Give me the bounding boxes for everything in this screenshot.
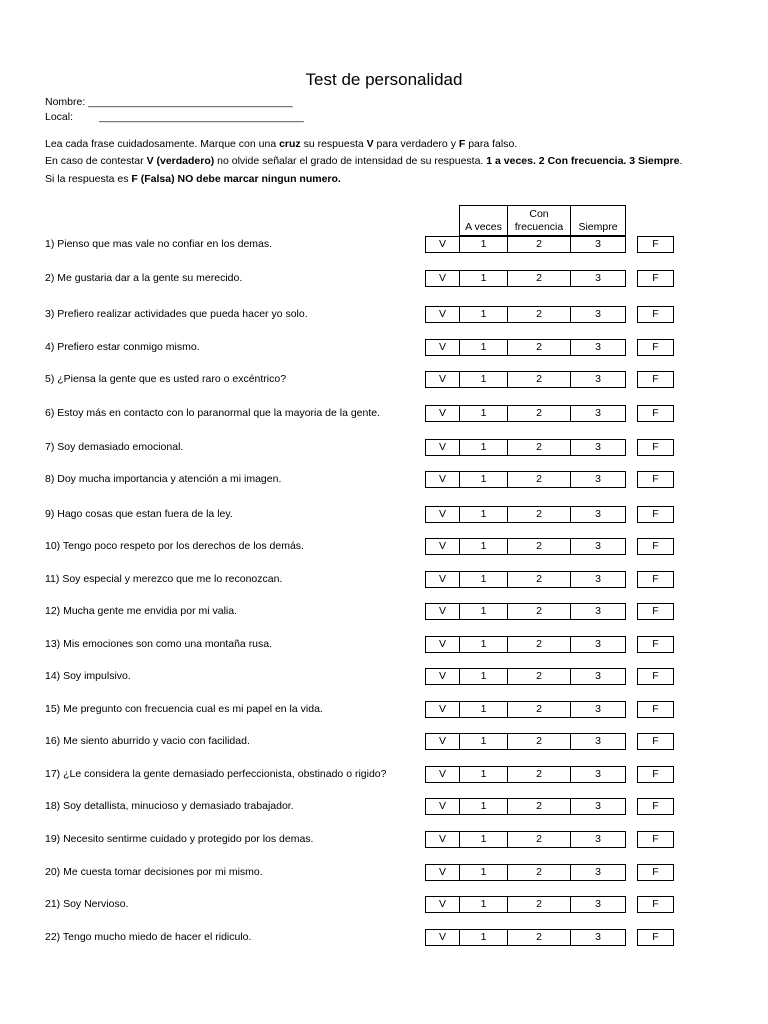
- answer-2-box[interactable]: 2: [507, 439, 571, 456]
- answer-v-box[interactable]: V: [425, 371, 460, 388]
- answer-2-box[interactable]: 2: [507, 896, 571, 913]
- question-row: [0, 538, 768, 555]
- answer-1-box[interactable]: 1: [459, 701, 508, 718]
- question-text: 10) Tengo poco respeto por los derechos de los demás.: [45, 540, 304, 552]
- answer-f-box[interactable]: F: [637, 371, 674, 388]
- answer-2-box[interactable]: 2: [507, 701, 571, 718]
- question-row: [0, 405, 768, 422]
- question-row: [0, 306, 768, 323]
- question-row: [0, 439, 768, 456]
- question-row: [0, 929, 768, 946]
- question-row: [0, 471, 768, 488]
- answer-f-box[interactable]: F: [637, 864, 674, 881]
- answer-3-box[interactable]: 3: [570, 506, 626, 523]
- answer-1-box[interactable]: 1: [459, 405, 508, 422]
- answer-1-box[interactable]: 1: [459, 798, 508, 815]
- question-text: 9) Hago cosas que estan fuera de la ley.: [45, 508, 233, 520]
- question-text: 6) Estoy más en contacto con lo paranormal que la mayoria de la gente.: [45, 407, 381, 419]
- question-row: [0, 668, 768, 685]
- question-row: [0, 701, 768, 718]
- question-text: 16) Me siento aburrido y vacio con facilidad.: [45, 735, 250, 747]
- answer-1-box[interactable]: 1: [459, 929, 508, 946]
- question-text: 22) Tengo mucho miedo de hacer el ridiculo.: [45, 931, 252, 943]
- answer-1-box[interactable]: 1: [459, 668, 508, 685]
- answer-3-box[interactable]: 3: [570, 306, 626, 323]
- answer-v-box[interactable]: V: [425, 405, 460, 422]
- answer-v-box[interactable]: V: [425, 306, 460, 323]
- answer-3-box[interactable]: 3: [570, 831, 626, 848]
- answer-v-box[interactable]: V: [425, 668, 460, 685]
- answer-2-box[interactable]: 2: [507, 236, 571, 253]
- answer-f-box[interactable]: F: [637, 236, 674, 253]
- nombre-field[interactable]: [45, 96, 293, 108]
- answer-3-box[interactable]: 3: [570, 668, 626, 685]
- answer-2-box[interactable]: 2: [507, 766, 571, 783]
- answer-v-box[interactable]: V: [425, 236, 460, 253]
- answer-1-box[interactable]: 1: [459, 371, 508, 388]
- answer-f-box[interactable]: F: [637, 270, 674, 287]
- answer-2-box[interactable]: 2: [507, 636, 571, 653]
- question-text: 4) Prefiero estar conmigo mismo.: [45, 341, 200, 353]
- answer-2-box[interactable]: 2: [507, 405, 571, 422]
- question-text: 19) Necesito sentirme cuidado y protegido por los demas.: [45, 833, 314, 845]
- answer-f-box[interactable]: F: [637, 306, 674, 323]
- answer-3-box[interactable]: 3: [570, 896, 626, 913]
- question-row: [0, 766, 768, 783]
- answer-1-box[interactable]: 1: [459, 506, 508, 523]
- answer-2-box[interactable]: 2: [507, 603, 571, 620]
- answer-1-box[interactable]: 1: [459, 270, 508, 287]
- answer-2-box[interactable]: 2: [507, 371, 571, 388]
- question-row: [0, 733, 768, 750]
- nombre-label: Nombre:: [45, 96, 86, 108]
- answer-f-box[interactable]: F: [637, 733, 674, 750]
- answer-3-box[interactable]: 3: [570, 798, 626, 815]
- answer-3-box[interactable]: 3: [570, 471, 626, 488]
- answer-2-box[interactable]: 2: [507, 733, 571, 750]
- answer-2-box[interactable]: 2: [507, 471, 571, 488]
- answer-2-box[interactable]: 2: [507, 306, 571, 323]
- answer-v-box[interactable]: V: [425, 831, 460, 848]
- answer-2-box[interactable]: 2: [507, 339, 571, 356]
- answer-3-box[interactable]: 3: [570, 603, 626, 620]
- answer-1-box[interactable]: 1: [459, 603, 508, 620]
- answer-v-box[interactable]: V: [425, 270, 460, 287]
- answer-v-box[interactable]: V: [425, 766, 460, 783]
- question-text: 14) Soy impulsivo.: [45, 670, 131, 682]
- answer-1-box[interactable]: 1: [459, 896, 508, 913]
- question-text: 2) Me gustaria dar a la gente su merecido.: [45, 272, 243, 284]
- answer-v-box[interactable]: V: [425, 571, 460, 588]
- answer-f-box[interactable]: F: [637, 439, 674, 456]
- local-field[interactable]: [45, 111, 304, 123]
- answer-3-box[interactable]: 3: [570, 538, 626, 555]
- answer-v-box[interactable]: V: [425, 929, 460, 946]
- question-text: 8) Doy mucha importancia y atención a mi imagen.: [45, 473, 282, 485]
- answer-3-box[interactable]: 3: [570, 236, 626, 253]
- question-text: 15) Me pregunto con frecuencia cual es mi papel en la vida.: [45, 703, 323, 715]
- answer-f-box[interactable]: F: [637, 929, 674, 946]
- answer-2-box[interactable]: 2: [507, 270, 571, 287]
- answer-3-box[interactable]: 3: [570, 371, 626, 388]
- instruction-line-2: En caso de contestar V (verdadero) no olvide señalar el grado de intensidad de su respuesta. 1 a veces. 2 Con frecuencia. 3 Siempre.: [45, 155, 683, 167]
- answer-3-box[interactable]: 3: [570, 439, 626, 456]
- question-text: 20) Me cuesta tomar decisiones por mi mismo.: [45, 866, 263, 878]
- question-row: [0, 603, 768, 620]
- answer-f-box[interactable]: F: [637, 405, 674, 422]
- question-row: [0, 864, 768, 881]
- answer-3-box[interactable]: 3: [570, 636, 626, 653]
- answer-1-box[interactable]: 1: [459, 636, 508, 653]
- answer-f-box[interactable]: F: [637, 798, 674, 815]
- question-row: [0, 571, 768, 588]
- answer-f-box[interactable]: F: [637, 471, 674, 488]
- answer-v-box[interactable]: V: [425, 506, 460, 523]
- question-row: [0, 798, 768, 815]
- local-line: ___________________________________: [99, 111, 304, 123]
- header-con-frecuencia: Con frecuencia: [507, 205, 571, 236]
- answer-3-box[interactable]: 3: [570, 733, 626, 750]
- question-row: [0, 339, 768, 356]
- answer-v-box[interactable]: V: [425, 896, 460, 913]
- local-label: Local:: [45, 111, 74, 123]
- question-row: [0, 831, 768, 848]
- answer-3-box[interactable]: 3: [570, 701, 626, 718]
- answer-v-box[interactable]: V: [425, 636, 460, 653]
- answer-v-box[interactable]: V: [425, 701, 460, 718]
- answer-1-box[interactable]: 1: [459, 864, 508, 881]
- instruction-line-1: Lea cada frase cuidadosamente. Marque con una cruz su respuesta V para verdadero y F para falso.: [45, 138, 518, 150]
- answer-1-box[interactable]: 1: [459, 766, 508, 783]
- answer-f-box[interactable]: F: [637, 571, 674, 588]
- answer-v-box[interactable]: V: [425, 471, 460, 488]
- answer-3-box[interactable]: 3: [570, 270, 626, 287]
- question-text: 17) ¿Le considera la gente demasiado perfeccionista, obstinado o rigido?: [45, 768, 387, 780]
- answer-1-box[interactable]: 1: [459, 339, 508, 356]
- page-title: Test de personalidad: [305, 70, 463, 89]
- answer-2-box[interactable]: 2: [507, 668, 571, 685]
- answer-f-box[interactable]: F: [637, 668, 674, 685]
- answer-f-box[interactable]: F: [637, 603, 674, 620]
- answer-3-box[interactable]: 3: [570, 405, 626, 422]
- question-text: 7) Soy demasiado emocional.: [45, 441, 184, 453]
- question-row: [0, 236, 768, 253]
- question-text: 13) Mis emociones son como una montaña rusa.: [45, 638, 273, 650]
- question-row: [0, 636, 768, 653]
- answer-3-box[interactable]: 3: [570, 929, 626, 946]
- answer-f-box[interactable]: F: [637, 701, 674, 718]
- answer-1-box[interactable]: 1: [459, 571, 508, 588]
- answer-1-box[interactable]: 1: [459, 538, 508, 555]
- answer-v-box[interactable]: V: [425, 538, 460, 555]
- question-row: [0, 896, 768, 913]
- answer-f-box[interactable]: F: [637, 506, 674, 523]
- question-text: 11) Soy especial y merezco que me lo reconozcan.: [45, 573, 283, 585]
- answer-2-box[interactable]: 2: [507, 571, 571, 588]
- question-text: 5) ¿Piensa la gente que es usted raro o excéntrico?: [45, 373, 287, 385]
- answer-2-box[interactable]: 2: [507, 864, 571, 881]
- answer-2-box[interactable]: 2: [507, 929, 571, 946]
- answer-f-box[interactable]: F: [637, 896, 674, 913]
- question-row: [0, 371, 768, 388]
- answer-v-box[interactable]: V: [425, 603, 460, 620]
- answer-3-box[interactable]: 3: [570, 339, 626, 356]
- answer-v-box[interactable]: V: [425, 798, 460, 815]
- answer-f-box[interactable]: F: [637, 538, 674, 555]
- answer-1-box[interactable]: 1: [459, 733, 508, 750]
- header-siempre: Siempre: [570, 205, 626, 236]
- answer-v-box[interactable]: V: [425, 339, 460, 356]
- answer-3-box[interactable]: 3: [570, 571, 626, 588]
- header-a-veces: A veces: [459, 205, 508, 236]
- answer-2-box[interactable]: 2: [507, 538, 571, 555]
- answer-1-box[interactable]: 1: [459, 236, 508, 253]
- nombre-line: ___________________________________: [88, 96, 293, 108]
- answer-v-box[interactable]: V: [425, 733, 460, 750]
- answer-3-box[interactable]: 3: [570, 766, 626, 783]
- answer-v-box[interactable]: V: [425, 864, 460, 881]
- question-text: 3) Prefiero realizar actividades que pueda hacer yo solo.: [45, 308, 308, 320]
- answer-2-box[interactable]: 2: [507, 506, 571, 523]
- answer-1-box[interactable]: 1: [459, 471, 508, 488]
- answer-f-box[interactable]: F: [637, 831, 674, 848]
- answer-3-box[interactable]: 3: [570, 864, 626, 881]
- answer-2-box[interactable]: 2: [507, 798, 571, 815]
- question-row: [0, 270, 768, 287]
- instruction-line-3: Si la respuesta es F (Falsa) NO debe marcar ningun numero.: [45, 173, 341, 185]
- answer-f-box[interactable]: F: [637, 766, 674, 783]
- answer-1-box[interactable]: 1: [459, 831, 508, 848]
- answer-v-box[interactable]: V: [425, 439, 460, 456]
- question-text: 18) Soy detallista, minucioso y demasiado trabajador.: [45, 800, 294, 812]
- question-text: 12) Mucha gente me envidia por mi valia.: [45, 605, 238, 617]
- question-text: 1) Pienso que mas vale no confiar en los demas.: [45, 238, 273, 250]
- answer-1-box[interactable]: 1: [459, 439, 508, 456]
- question-text: 21) Soy Nervioso.: [45, 898, 129, 910]
- answer-f-box[interactable]: F: [637, 339, 674, 356]
- answer-f-box[interactable]: F: [637, 636, 674, 653]
- answer-2-box[interactable]: 2: [507, 831, 571, 848]
- question-row: [0, 506, 768, 523]
- answer-1-box[interactable]: 1: [459, 306, 508, 323]
